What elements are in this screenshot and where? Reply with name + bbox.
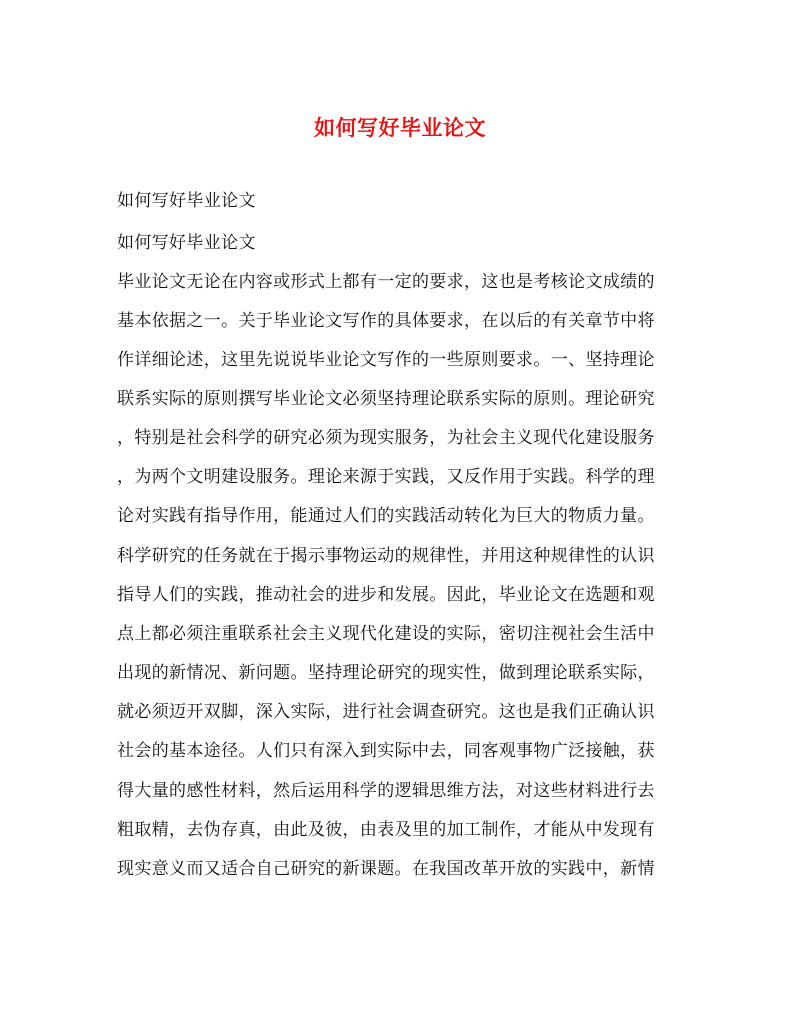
text-line: 出现的新情况、新问题。坚持理论研究的现实性，做到理论联系实际，	[117, 663, 655, 683]
text-line: 如何写好毕业论文	[117, 191, 256, 211]
document-title: 如何写好毕业论文	[314, 115, 486, 140]
text-line: 社会的基本途径。人们只有深入到实际中去，同客观事物广泛接触，获	[117, 741, 655, 761]
text-line: 作详细论述，这里先说说毕业论文写作的一些原则要求。一、坚持理论	[117, 350, 655, 370]
text-line: 得大量的感性材料，然后运用科学的逻辑思维方法，对这些材料进行去	[117, 781, 655, 801]
text-line: 基本依据之一。关于毕业论文写作的具体要求，在以后的有关章节中将	[117, 311, 655, 331]
text-line: ，特别是社会科学的研究必须为现实服务，为社会主义现代化建设服务	[117, 428, 655, 448]
text-line: 指导人们的实践，推动社会的进步和发展。因此，毕业论文在选题和观	[117, 585, 655, 605]
text-line: 论对实践有指导作用，能通过人们的实践活动转化为巨大的物质力量。	[117, 506, 655, 526]
text-line: ，为两个文明建设服务。理论来源于实践，又反作用于实践。科学的理	[117, 467, 655, 487]
text-line: 毕业论文无论在内容或形式上都有一定的要求，这也是考核论文成绩的	[117, 272, 655, 292]
text-line: 科学研究的任务就在于揭示事物运动的规律性，并用这种规律性的认识	[117, 546, 655, 566]
text-line: 粗取精，去伪存真，由此及彼，由表及里的加工制作，才能从中发现有	[117, 820, 655, 840]
text-line: 点上都必须注重联系社会主义现代化建设的实际，密切注视社会生活中	[117, 624, 655, 644]
text-line: 就必须迈开双脚，深入实际，进行社会调查研究。这也是我们正确认识	[117, 702, 655, 722]
text-line: 联系实际的原则撰写毕业论文必须坚持理论联系实际的原则。理论研究	[117, 389, 655, 409]
text-line: 如何写好毕业论文	[117, 233, 256, 253]
text-line: 现实意义而又适合自己研究的新课题。在我国改革开放的实践中，新情	[117, 859, 655, 879]
